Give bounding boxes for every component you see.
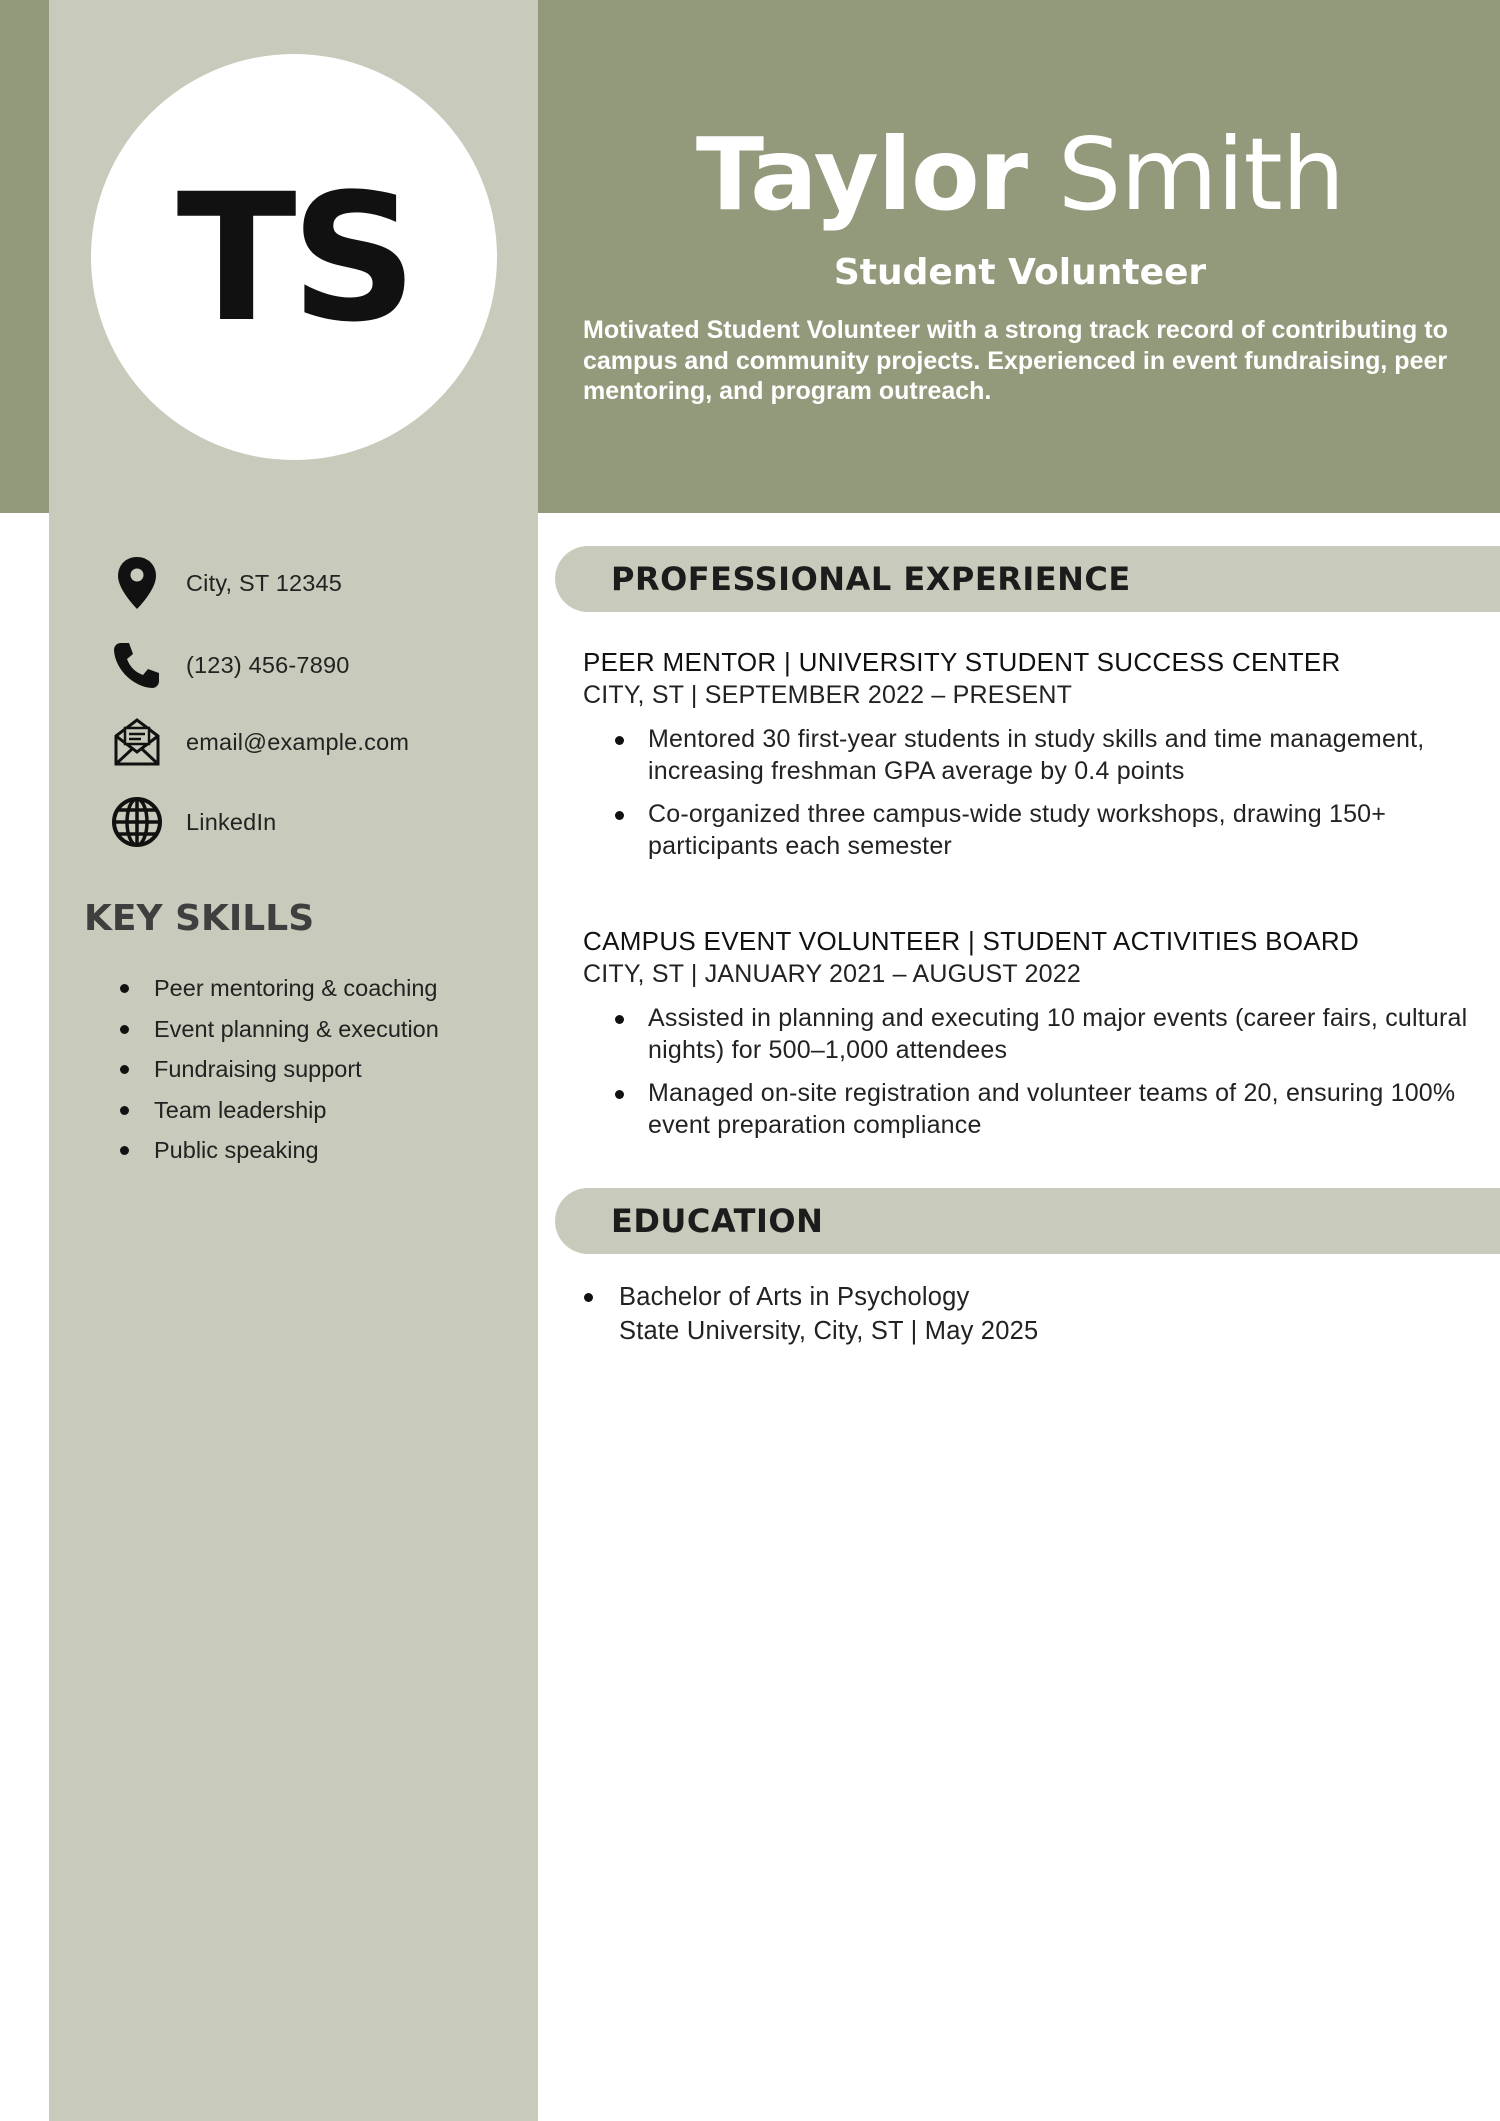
location-pin-icon (110, 556, 164, 610)
education-list (583, 1280, 1038, 1348)
phone-text: (123) 456-7890 (186, 651, 350, 678)
job-bullet: Assisted in planning and executing 10 major events (career fairs, cultural nights) for 500–1,000 attendees (648, 1003, 1483, 1066)
contact-phone (110, 638, 350, 692)
job-role: CAMPUS EVENT VOLUNTEER | STUDENT ACTIVITIES BOARD (583, 926, 1360, 956)
job-entry (583, 646, 1483, 874)
skills-heading: KEY SKILLS (84, 898, 315, 939)
skill-item: Peer mentoring & coaching (120, 968, 439, 1009)
job-role: PEER MENTOR | UNIVERSITY STUDENT SUCCESS CENTER (583, 647, 1341, 677)
skill-item: Fundraising support (120, 1049, 439, 1090)
job-bullets (583, 1003, 1483, 1141)
education-heading: EDUCATION (611, 1202, 824, 1240)
job-meta: CITY, ST | SEPTEMBER 2022 – PRESENT (583, 681, 1073, 709)
last-name: Smith (1057, 116, 1345, 233)
job-title: Student Volunteer (833, 252, 1207, 293)
monogram: TS (176, 156, 412, 361)
contact-email (110, 715, 409, 769)
globe-icon (110, 795, 164, 849)
experience-heading: PROFESSIONAL EXPERIENCE (611, 560, 1131, 598)
summary: Motivated Student Volunteer with a strong track record of contributing to campus and community projects. Experienced in event fundraising, peer mentoring, and program outreach. (583, 316, 1448, 405)
phone-icon (110, 638, 164, 692)
monogram-circle (91, 54, 497, 460)
skill-item: Public speaking (120, 1130, 439, 1171)
email-text[interactable]: email@example.com (186, 728, 410, 755)
education-section-bar (555, 1188, 1500, 1254)
job-bullet: Managed on-site registration and volunteer teams of 20, ensuring 100% event preparation compliance (648, 1078, 1483, 1141)
job-bullet: Mentored 30 first-year students in study skills and time management, increasing freshman GPA average by 0.4 points (648, 724, 1483, 787)
first-name: Taylor (695, 116, 1028, 233)
linkedin-link[interactable]: LinkedIn (186, 808, 277, 835)
full-name (540, 116, 1500, 233)
job-bullet: Co-organized three campus-wide study workshops, drawing 150+ participants each semester (648, 799, 1483, 862)
education-item (619, 1280, 1038, 1348)
skill-item: Event planning & execution (120, 1009, 439, 1050)
envelope-icon (110, 715, 164, 769)
location-text: City, ST 12345 (186, 569, 343, 596)
contact-linkedin (110, 795, 276, 849)
skills-list (120, 968, 439, 1171)
education-degree: Bachelor of Arts in Psychology (619, 1283, 970, 1311)
job-bullets (583, 724, 1483, 862)
job-entry (583, 925, 1483, 1153)
education-details: State University, City, ST | May 2025 (619, 1317, 1039, 1345)
experience-section-bar (555, 546, 1500, 612)
contact-location (110, 556, 342, 610)
skill-item: Team leadership (120, 1090, 439, 1131)
job-meta: CITY, ST | JANUARY 2021 – AUGUST 2022 (583, 960, 1081, 988)
